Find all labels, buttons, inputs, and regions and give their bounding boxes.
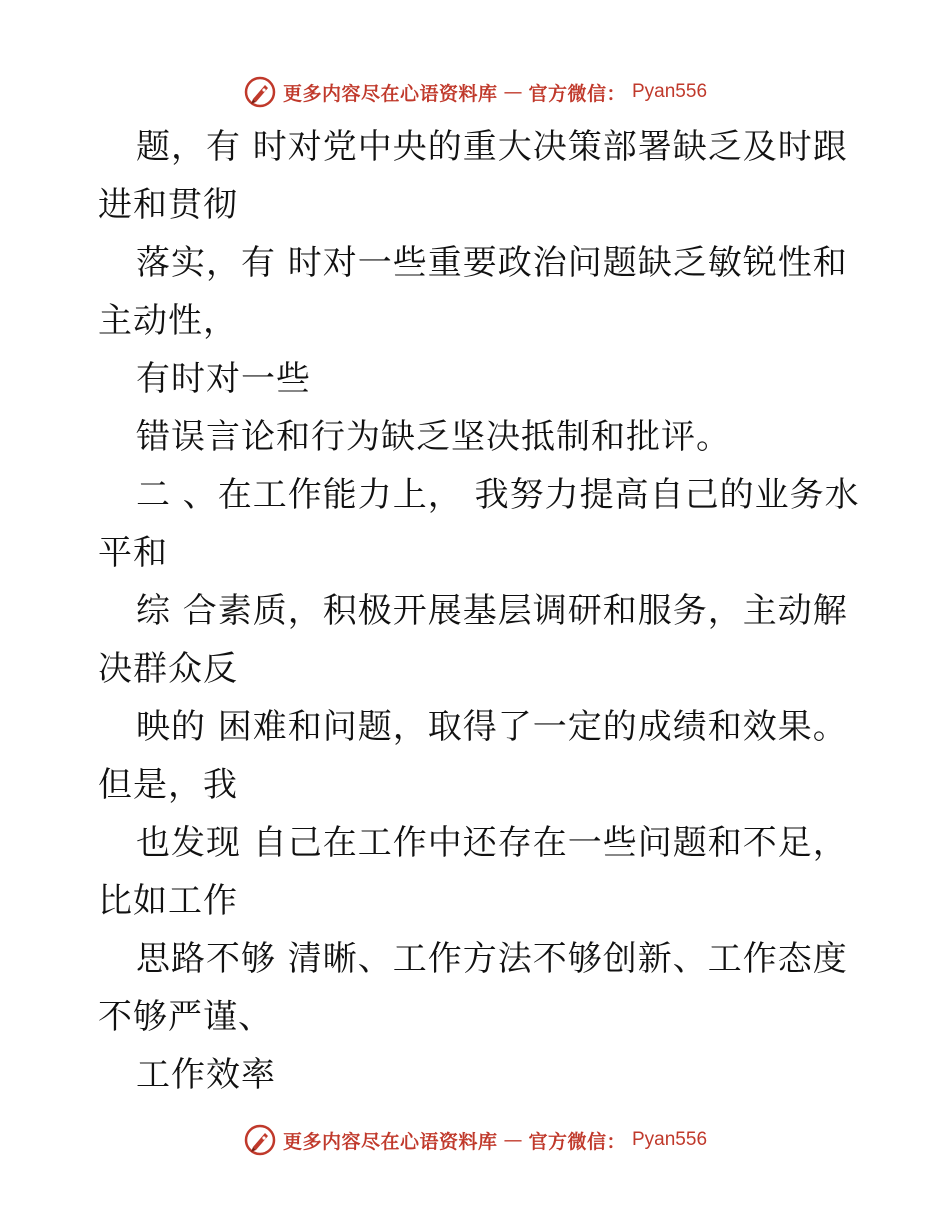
body-line: 但是，我 [98, 765, 238, 805]
body-line: 有时对一些 [136, 359, 311, 399]
body-line: 进和贯彻 [98, 185, 238, 225]
footer-watermark [0, 1120, 950, 1160]
body-line: 工作效率 [136, 1055, 276, 1095]
body-line: 映的 困难和问题，取得了一定的成绩和效果。 [136, 707, 848, 747]
body-line: 决群众反 [98, 649, 238, 689]
watermark-dash: — [503, 1129, 523, 1151]
body-line: 不够严谨、 [98, 997, 273, 1037]
document-body [98, 118, 858, 1104]
header-watermark [0, 72, 950, 112]
body-line: 也发现 自己在工作中还存在一些问题和不足， [136, 823, 848, 863]
body-line: 综 合素质，积极开展基层调研和服务，主动解 [136, 591, 848, 631]
body-line: 思路不够 清晰、工作方法不够创新、工作态度 [136, 939, 848, 979]
watermark-text: 更多内容尽在心语资料库 [282, 1130, 498, 1153]
body-line: 主动性， [98, 301, 238, 341]
watermark-text: 更多内容尽在心语资料库 [282, 82, 498, 105]
body-line: 错误言论和行为缺乏坚决抵制和批评。 [136, 417, 731, 457]
watermark-dash: — [503, 81, 523, 103]
body-line: 平和 [98, 533, 168, 573]
body-line: 题，有 时对党中央的重大决策部署缺乏及时跟 [136, 127, 848, 167]
watermark-label: 官方微信： [528, 82, 626, 105]
watermark-account: Pyan556 [632, 81, 708, 102]
body-line: 比如工作 [98, 881, 238, 921]
pen-logo-icon [243, 75, 277, 109]
body-line: 二 、在工作能力上， 我努力提高自己的业务水 [136, 475, 860, 515]
pen-logo-icon [243, 1123, 277, 1157]
watermark-account: Pyan556 [632, 1129, 708, 1150]
body-line: 落实，有 时对一些重要政治问题缺乏敏锐性和 [136, 243, 848, 283]
watermark-label: 官方微信： [528, 1130, 626, 1153]
